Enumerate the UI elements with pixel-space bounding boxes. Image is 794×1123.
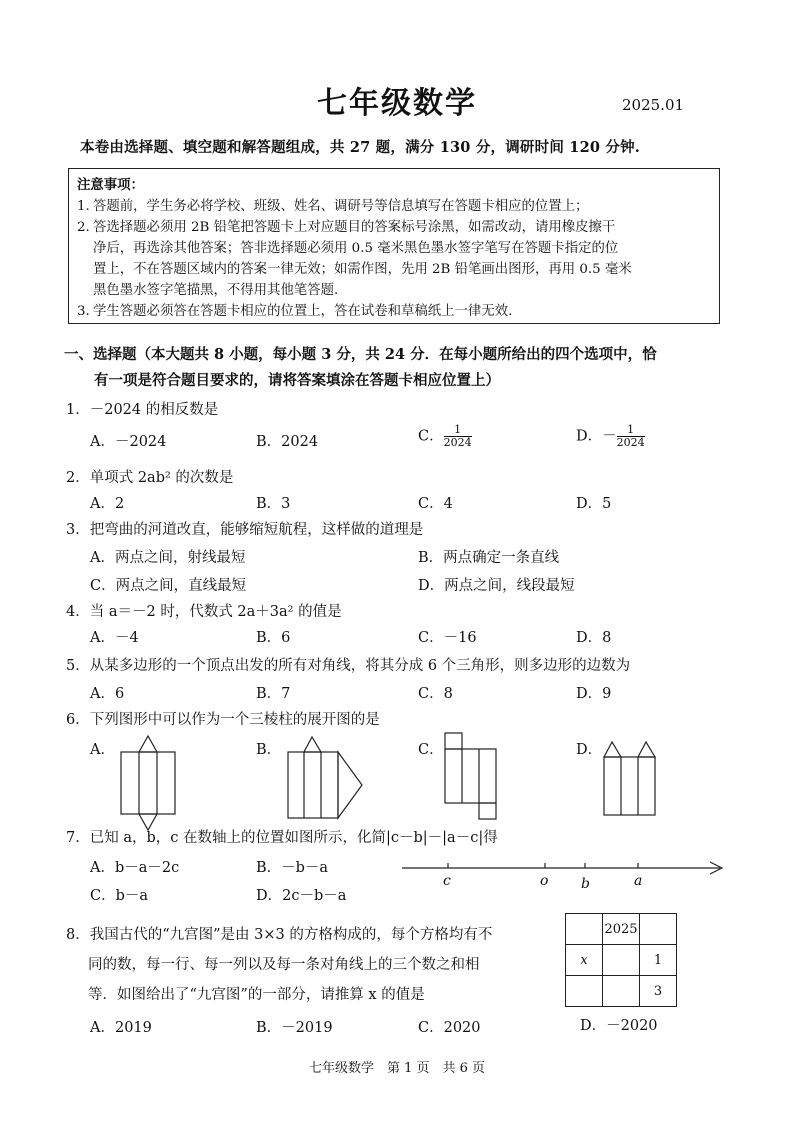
- net-d-left-triangle: [604, 742, 621, 757]
- net-a-rectangles: [121, 752, 175, 814]
- question-1-stem: 1．－2024 的相反数是: [66, 402, 219, 418]
- question-7-option-c: C．b－a: [90, 888, 149, 904]
- denominator: 2024: [443, 436, 472, 449]
- question-2-option-a: A．2: [90, 496, 125, 512]
- option-label: D．－: [576, 428, 617, 445]
- question-7-stem: 7．已知 a，b，c 在数轴上的位置如图所示，化简|c－b|－|a－c|得: [66, 830, 498, 846]
- notice-item-number: 2.: [77, 220, 90, 235]
- option-label: C．: [418, 428, 444, 445]
- notice-line: 答题前，学生务必将学校、班级、姓名、调研号等信息填写在答题卡相应的位置上；: [93, 199, 589, 214]
- axis-label-a: a: [634, 873, 643, 889]
- question-2-option-c: C．4: [418, 496, 453, 512]
- question-5-option-b: B．7: [256, 686, 291, 702]
- notice-title: 注意事项：: [77, 177, 144, 193]
- denominator: 2024: [616, 436, 645, 449]
- question-4-option-b: B．6: [256, 630, 291, 646]
- net-c-rectangles: [445, 749, 496, 803]
- question-4-option-a: A．－4: [90, 630, 139, 646]
- question-2-stem: 2．单项式 2ab² 的次数是: [66, 470, 234, 486]
- net-d-figure: [604, 742, 655, 815]
- net-b-side-triangle: [338, 752, 362, 818]
- question-3-option-d: D．两点之间，线段最短: [418, 578, 575, 594]
- question-1-option-a: A．－2024: [90, 434, 167, 450]
- axis-label-o: o: [540, 873, 549, 889]
- question-5-stem: 5．从某多边形的一个顶点出发的所有对角线，将其分成 6 个三角形，则多边形的边数为: [66, 658, 631, 674]
- exam-title: 七年级数学: [317, 86, 477, 121]
- net-b-top-triangle: [304, 737, 321, 752]
- grid-cell: 3: [640, 976, 677, 1007]
- notice-item-number: 1.: [77, 199, 90, 214]
- exam-intro: 本卷由选择题、填空题和解答题组成，共 27 题，满分 130 分，调研时间 120 分钟.: [80, 139, 641, 156]
- notice-line: 净后，再选涂其他答案；答非选择题必须用 0.5 毫米黑色墨水签字笔写在答题卡指定的位: [93, 241, 619, 256]
- grid-cell: 1: [640, 945, 677, 976]
- question-5-option-d: D．9: [576, 686, 612, 702]
- notice-item-number: 3.: [77, 304, 90, 319]
- net-c-top-square: [445, 733, 462, 749]
- question-3-option-c: C．两点之间，直线最短: [90, 578, 247, 594]
- net-d-rectangles: [604, 757, 655, 815]
- question-7-option-b: B．－b－a: [256, 860, 329, 876]
- question-6-option-d: D．: [576, 742, 603, 758]
- grid-cell: [640, 914, 677, 945]
- grid-cell: [603, 945, 640, 976]
- question-8-stem-line: 同的数，每一行、每一列以及每一条对角线上的三个数之和相: [88, 957, 480, 973]
- question-8-option-c: C．2020: [418, 1020, 481, 1036]
- question-4-option-d: D．8: [576, 630, 612, 646]
- grid-cell: [566, 976, 603, 1007]
- section-heading-line-2: 有一项是符合题目要求的，请将答案填涂在答题卡相应位置上）: [94, 372, 500, 389]
- section-heading-line-1: 一、选择题（本大题共 8 小题，每小题 3 分，共 24 分．在每小题所给出的四个选项中，恰: [64, 346, 657, 363]
- exam-date: 2025.01: [622, 96, 685, 114]
- question-2-option-d: D．5: [576, 496, 612, 512]
- question-3-stem: 3．把弯曲的河道改直，能够缩短航程，这样做的道理是: [66, 522, 424, 538]
- question-2-option-b: B．3: [256, 496, 291, 512]
- notice-line: 答选择题必须用 2B 铅笔把答题卡上对应题目的答案标号涂黑，如需改动，请用橡皮擦干: [93, 220, 616, 235]
- question-5-option-a: A．6: [90, 686, 125, 702]
- question-8-stem-line: 8．我国古代的“九宫图”是由 3×3 的方格构成的，每个方格均有不: [66, 927, 493, 943]
- question-6-option-b: B．: [256, 742, 282, 758]
- magic-square-grid: [565, 913, 677, 1007]
- question-8-option-a: A．2019: [90, 1020, 152, 1036]
- net-a-top-triangle: [139, 736, 157, 752]
- numerator: 1: [444, 424, 472, 437]
- axis-label-b: b: [581, 876, 590, 892]
- grid-cell: [566, 914, 603, 945]
- net-a-figure: [121, 736, 175, 830]
- axis-label-c: c: [443, 873, 451, 889]
- numerator: 1: [617, 424, 645, 437]
- question-1-option-b: B．2024: [256, 434, 319, 450]
- question-8-option-d: D．－2020: [580, 1018, 658, 1034]
- grid-cell: 2025: [603, 914, 640, 945]
- question-4-option-c: C．－16: [418, 630, 477, 646]
- question-8-stem-line: 等．如图给出了“九宫图”的一部分，请推算 x 的值是: [88, 987, 425, 1003]
- net-d-right-triangle: [638, 742, 655, 757]
- question-6-stem: 6．下列图形中可以作为一个三棱柱的展开图的是: [66, 712, 380, 728]
- question-7-option-d: D．2c－b－a: [256, 888, 347, 904]
- question-3-option-b: B．两点确定一条直线: [418, 550, 560, 566]
- question-3-option-a: A．两点之间，射线最短: [90, 550, 246, 566]
- question-7-option-a: A．b－a－2c: [90, 860, 180, 876]
- net-b-figure: [288, 737, 362, 818]
- question-4-stem: 4．当 a＝－2 时，代数式 2a＋3a² 的值是: [66, 604, 342, 620]
- notice-line: 置上，不在答题区域内的答案一律无效；如需作图，先用 2B 铅笔画出图形，再用 0.5 毫米: [93, 262, 632, 277]
- question-6-option-c: C．: [418, 742, 444, 758]
- notice-line: 黑色墨水签字笔描黑，不得用其他笔答题.: [93, 283, 339, 298]
- grid-cell: x: [566, 945, 603, 976]
- question-8-stem: [66, 920, 492, 1010]
- net-b-rectangles: [288, 752, 338, 818]
- page-footer: 七年级数学 第 1 页 共 6 页: [308, 1061, 486, 1076]
- net-c-figure: [445, 733, 496, 819]
- question-5-option-c: C．8: [418, 686, 453, 702]
- net-c-bottom-square: [479, 803, 496, 819]
- question-6-option-a: A．: [90, 742, 115, 758]
- grid-cell: [603, 976, 640, 1007]
- notice-line: 学生答题必须答在答题卡相应的位置上，答在试卷和草稿纸上一律无效.: [93, 304, 513, 319]
- question-8-option-b: B．－2019: [256, 1020, 333, 1036]
